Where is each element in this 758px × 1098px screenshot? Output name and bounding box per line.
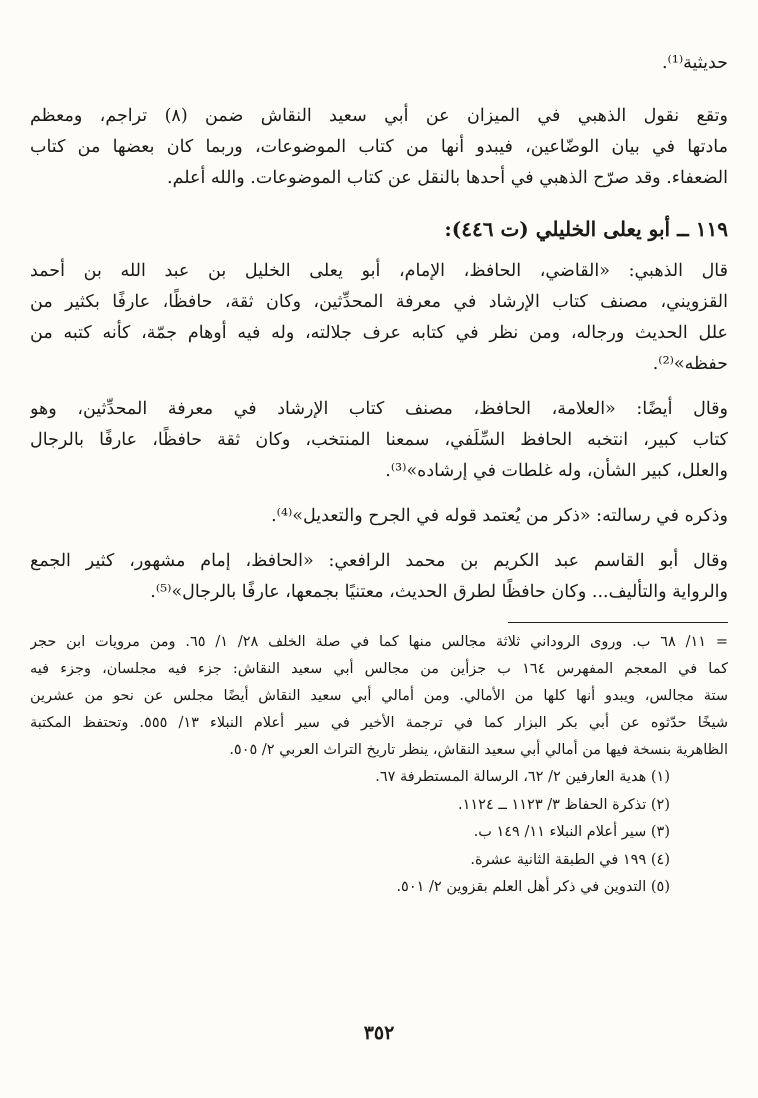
footnote-1: (١) هدية العارفين ٢/ ٦٢، الرسالة المستطرفة ٦٧.: [375, 769, 670, 785]
footnote-line: شيخًا حدّثوه عن أبي بكر البزار كما في ترجمة الأخير في سير أعلام النبلاء ١٣/ ٥٥٥. وتحتفظ المكتبة: [30, 715, 728, 731]
entry-heading: ١١٩ ــ أبو يعلى الخليلي (ت ٤٤٦):: [444, 217, 728, 241]
footnote-line: = ١١/ ٦٨ ب. وروى الروداني ثلاثة مجالس منها كما في صلة الخلف ٢٨/ ١/ ٦٥. ومن مرويات ابن حجر: [30, 634, 728, 650]
text-line: وذكره في رسالته: «ذكر من يُعتمد قوله في الجرح والتعديل»⁽⁴⁾.: [271, 506, 728, 526]
paragraph-qal-aydan: [30, 394, 728, 487]
text-line: وقال أبو القاسم عبد الكريم بن محمد الرافعي: «الحافظ، إمام مشهور، كثير الجمع: [30, 551, 728, 571]
footnote-separator: [508, 622, 728, 623]
text-line: الضعفاء. وقد صرّح الذهبي في أحدها بالنقل عن كتاب الموضوعات. والله أعلم.: [167, 168, 728, 188]
carried-over-text: حديثية⁽¹⁾.: [661, 53, 728, 73]
footnote-5: (٥) التدوين في ذكر أهل العلم بقزوين ٢/ ٥٠١.: [396, 879, 670, 895]
footnote-continuation: [30, 629, 728, 764]
text-line: وقال أيضًا: «العلامة، الحافظ، مصنف كتاب الإرشاد في معرفة المحدِّثين، وهو: [30, 399, 728, 419]
text-line: قال الذهبي: «القاضي، الحافظ، الإمام، أبو يعلى الخليل بن عبد الله بن أحمد: [30, 261, 728, 281]
footnote-3: (٣) سير أعلام النبلاء ١١/ ١٤٩ ب.: [473, 824, 670, 840]
text-line: كتاب كبير، انتخبه الحافظ السِّلَفي، سمعنا المنتخب، وكان ثقة حافظًا، عارفًا بالرجال: [30, 430, 728, 450]
paragraph-qal-dhahabi: [30, 256, 728, 380]
footnote-4: (٤) ١٩٩ في الطبقة الثانية عشرة.: [470, 851, 670, 868]
text-line: حفظه»⁽²⁾.: [652, 354, 728, 374]
text-line: القزويني، مصنف كتاب الإرشاد في معرفة المحدِّثين، وكان ثقة، حافظًا، عارفًا بكثير من: [30, 292, 728, 312]
footnote-line: الظاهرية بنسخة فيها من أمالي أبي سعيد النقاش، ينظر تاريخ التراث العربي ٢/ ٥٠٥.: [229, 742, 728, 758]
text-line: علل الحديث ورجاله، ومن نظر في كتابه عرف جلالته، وله فيه أوهام جمّة، كأنه كتبه من: [30, 323, 728, 343]
paragraph-rafii: [30, 546, 728, 608]
text-line: والعلل، كبير الشأن، وله غلطات في إرشاده»⁽³⁾.: [385, 461, 728, 481]
footnote-line: ستة مجالس، ويبدو أنها كلها من الأمالي. ومن أمالي أبي سعيد النقاش أيضًا مجلس عن نحو من عشرين: [30, 688, 728, 704]
text-line: مادتها في بيان الوضّاعين، فيبدو أنها من كتاب الموضوعات، وربما كان بعضها من كتاب: [30, 137, 728, 157]
footnote-2: (٢) تذكرة الحفاظ ٣/ ١١٢٣ ــ ١١٢٤.: [457, 796, 670, 813]
footnotes-list: [30, 764, 728, 902]
paragraph-nuqul-dhahabi: [30, 101, 728, 194]
footnote-line: كما في المعجم المفهرس ١٦٤ ب جزأين من مجالس أبي سعيد النقاش: جزء فيه مجلسان، وجزء فيه: [30, 661, 728, 677]
page-number: ٣٥٢: [363, 1022, 395, 1044]
text-line: والرواية والتأليف... وكان حافظًا لطرق الحديث، معتنيًا بجمعها، عارفًا بالرجال»⁽⁵⁾.: [150, 582, 728, 602]
paragraph-risala: [30, 501, 728, 532]
text-line: وتقع نقول الذهبي في الميزان عن أبي سعيد النقاش ضمن (٨) تراجم، ومعظم: [30, 106, 728, 126]
